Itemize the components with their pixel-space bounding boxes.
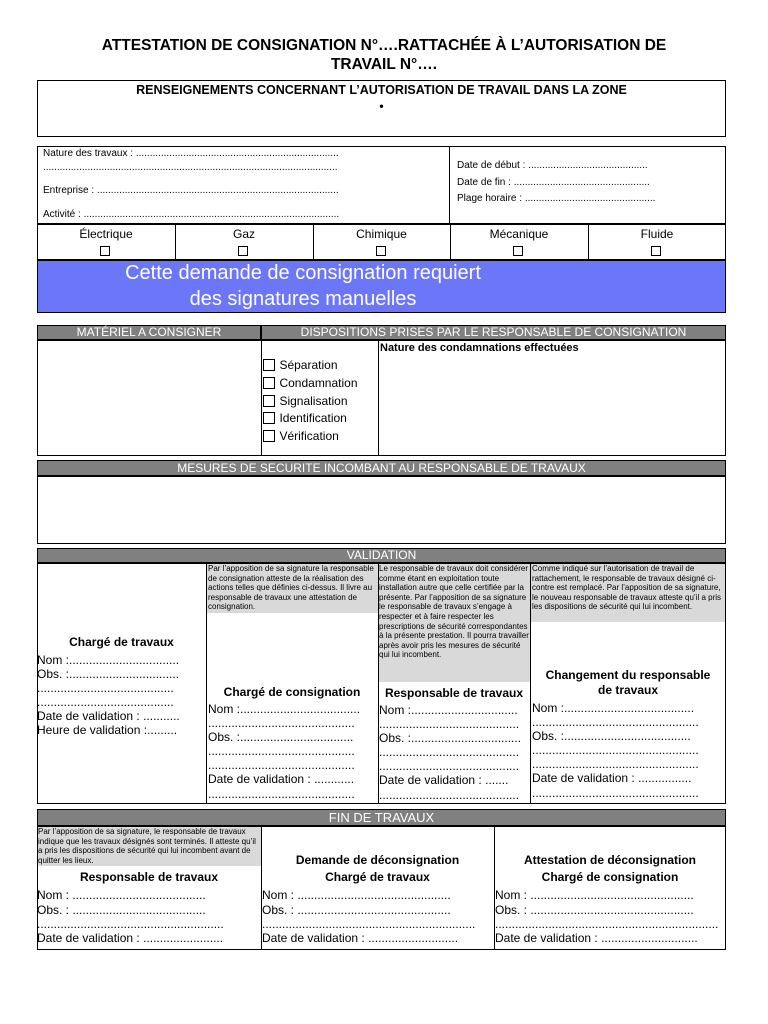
fin-col1-note: Par l’apposition de sa signature, le responsable de travaux indique que les travaux désignés sont terminés. Il atteste qu’il a pris les dispositions de sécurité qui lui incombent avant de quitter les lieux. (38, 827, 256, 865)
fin-col2-line[interactable]: Date de validation : ........................... (262, 931, 459, 945)
val-col2-note: Par l’apposition de sa signature la responsable de consignation atteste de la réalisation des actions telles que définies ci-dessus. Il livre au responsable de travaux une attestation de consignation. (208, 564, 374, 612)
option-identification[interactable] (263, 409, 347, 427)
fin-col1-line[interactable]: Nom : ........................................ (37, 888, 206, 902)
document-title-line1: ATTESTATION DE CONSIGNATION N°….RATTACHÉE À L’AUTORISATION DE (101, 37, 667, 54)
option-label: Condamnation (279, 376, 358, 390)
val-changement-title-line1: Changement du responsable (545, 668, 711, 682)
risk-mecanique-checkbox[interactable] (513, 243, 523, 261)
mesures-header: MESURES DE SECURITE INCOMBANT AU RESPONSABLE DE TRAVAUX (37, 460, 726, 476)
val-charge-travaux-title: Chargé de travaux (69, 635, 174, 649)
option-separation[interactable] (263, 356, 338, 374)
option-label: Identification (279, 411, 347, 425)
fin-responsable-travaux-title: Responsable de travaux (79, 870, 219, 884)
nature-condamnations-label: Nature des condamnations effectuées (380, 342, 579, 354)
fin-col3-line[interactable]: Date de validation : ............................. (495, 931, 698, 945)
fin-col3-line[interactable]: Obs. : ................................................. (495, 903, 694, 917)
nature-field-cont[interactable]: .......................................................................................................... (43, 162, 338, 173)
date-fin-field[interactable]: Date de fin : ................................................. (457, 177, 650, 188)
val-col3-line[interactable]: .......................................... (379, 717, 520, 731)
dispositions-header: DISPOSITIONS PRISES PAR LE RESPONSABLE DE CONSIGNATION (261, 325, 726, 340)
val-col4-line[interactable]: .................................................. (532, 757, 699, 771)
checkbox-icon[interactable] (263, 395, 275, 407)
fin-col1-line[interactable]: ........................................................ (37, 917, 224, 931)
plage-horaire-field[interactable]: Plage horaire : ............................................... (457, 193, 656, 204)
val-col1-line[interactable]: Heure de validation :......... (37, 723, 178, 737)
fin-charge-travaux-title: Chargé de travaux (325, 870, 430, 884)
signature-banner-line1: Cette demande de consignation requiert (125, 262, 481, 284)
val-col3-line[interactable]: .......................................... (379, 745, 520, 759)
risk-chimique-label: Chimique (356, 227, 407, 241)
val-responsable-travaux-title: Responsable de travaux (384, 686, 524, 700)
risk-electrique-checkbox[interactable] (100, 243, 110, 261)
checkbox-icon[interactable] (263, 359, 275, 371)
val-col1-line[interactable]: ......................................... (37, 681, 174, 695)
mesures-box[interactable] (37, 476, 726, 544)
fin-col2-line[interactable]: Nom : .............................................. (262, 888, 451, 902)
risk-chimique-checkbox[interactable] (376, 243, 386, 261)
val-col1-line[interactable]: Date de validation : ........... (37, 709, 180, 723)
document-title-line2: TRAVAIL N°…. (330, 56, 438, 73)
fin-demande-deconsignation-title: Demande de déconsignation (295, 853, 460, 867)
fin-col2-line[interactable]: ................................................................ (262, 917, 476, 931)
risk-fluide-label: Fluide (640, 227, 674, 241)
val-col4-line[interactable]: .................................................. (532, 715, 699, 729)
val-col4-line[interactable]: .................................................. (532, 786, 699, 800)
activite-field[interactable]: Activité : ............................................................................................ (43, 209, 340, 220)
val-col2-line[interactable]: Nom :.................................... (208, 702, 361, 716)
fin-col1-line[interactable]: Obs. : ........................................ (37, 903, 206, 917)
val-col4-line[interactable]: Date de validation : ................ (532, 771, 692, 785)
zone-bullet: • (379, 99, 384, 113)
val-col1-line[interactable]: ......................................... (37, 695, 174, 709)
val-col2-line[interactable]: ............................................ (208, 744, 355, 758)
risk-electrique-label: Électrique (79, 227, 133, 241)
validation-header: VALIDATION (37, 548, 726, 563)
val-col4-line[interactable]: .................................................. (532, 743, 699, 757)
val-col3-line[interactable]: Obs. :................................. (379, 731, 522, 745)
materiel-header: MATÉRIEL A CONSIGNER (37, 325, 261, 340)
val-col2-line[interactable]: ............................................ (208, 716, 355, 730)
val-col3-line[interactable]: .......................................... (379, 788, 520, 802)
val-col2-line[interactable]: Obs. :.................................. (208, 730, 354, 744)
nature-field[interactable]: Nature des travaux : ......................................................................... (43, 148, 339, 159)
val-charge-consignation-title: Chargé de consignation (223, 685, 361, 699)
fin-col3-line[interactable]: ................................................................... (495, 917, 719, 931)
val-col4-line[interactable]: Obs. :...................................... (532, 729, 691, 743)
val-col1-line[interactable]: Nom :................................. (37, 653, 180, 667)
val-col3-line[interactable]: Date de validation : ....... (379, 773, 509, 787)
val-changement-title-line2: de travaux (597, 683, 659, 697)
signature-banner-line2: des signatures manuelles (189, 288, 417, 310)
val-col3-line[interactable]: Nom :................................ (379, 703, 518, 717)
fin-charge-consignation-title: Chargé de consignation (541, 870, 679, 884)
checkbox-icon[interactable] (263, 412, 275, 424)
checkbox-icon[interactable] (263, 377, 275, 389)
checkbox-icon[interactable] (263, 430, 275, 442)
info-divider (449, 146, 450, 224)
fin-attestation-deconsignation-title: Attestation de déconsignation (523, 853, 696, 867)
option-label: Signalisation (279, 394, 348, 408)
val-col3-note: Le responsable de travaux doit considérer comme étant en exploitation toute installation autre que celle certifiée par la présente. Par l’apposition de sa signature le responsable de travaux s’engage à respecter et à faire respecter les prescriptions de sécurité correspondantes à la présente prestation. Il pourra travailler après avoir pris les mesures de sécurité qui lui incombent. (379, 564, 529, 660)
option-verification[interactable] (263, 427, 339, 445)
materiel-box (37, 340, 726, 456)
entreprise-field[interactable]: Entreprise : ....................................................................................... (43, 185, 339, 196)
option-condamnation[interactable] (263, 374, 358, 392)
dispositions-divider (378, 340, 379, 456)
risk-fluide-checkbox[interactable] (651, 243, 661, 261)
risk-mecanique-label: Mécanique (489, 227, 549, 241)
option-label: Séparation (279, 358, 338, 372)
val-col4-note: Comme indiqué sur l’autorisation de travail de rattachement, le responsable de travaux désigné ci-contre est remplacé. Par l’apposition de sa signature, le nouveau responsable de travaux atteste qu’il a pris les dispositions de sécurité qui lui incombent. (532, 564, 722, 612)
fin-col2-line[interactable]: Obs. : .............................................. (262, 903, 451, 917)
option-label: Vérification (279, 429, 339, 443)
val-col1-line[interactable]: Obs. :................................. (37, 667, 180, 681)
val-col3-line[interactable]: .......................................... (379, 759, 520, 773)
fin-col1-line[interactable]: Date de validation : ........................ (37, 931, 224, 945)
date-debut-field[interactable]: Date de début : ........................................... (457, 160, 648, 171)
val-col2-line[interactable]: ............................................ (208, 758, 355, 772)
materiel-divider (261, 340, 262, 456)
val-col2-line[interactable]: Date de validation : ............ (208, 772, 355, 786)
fin-travaux-header: FIN DE TRAVAUX (37, 809, 726, 826)
option-signalisation[interactable] (263, 392, 348, 410)
val-col2-line[interactable]: ............................................ (208, 787, 355, 801)
fin-col3-line[interactable]: Nom : ................................................. (495, 888, 694, 902)
risk-gaz-label: Gaz (232, 227, 255, 241)
risk-gaz-checkbox[interactable] (238, 243, 248, 261)
val-col4-line[interactable]: Nom :....................................... (532, 701, 695, 715)
zone-heading: RENSEIGNEMENTS CONCERNANT L’AUTORISATION DE TRAVAIL DANS LA ZONE (136, 83, 627, 97)
